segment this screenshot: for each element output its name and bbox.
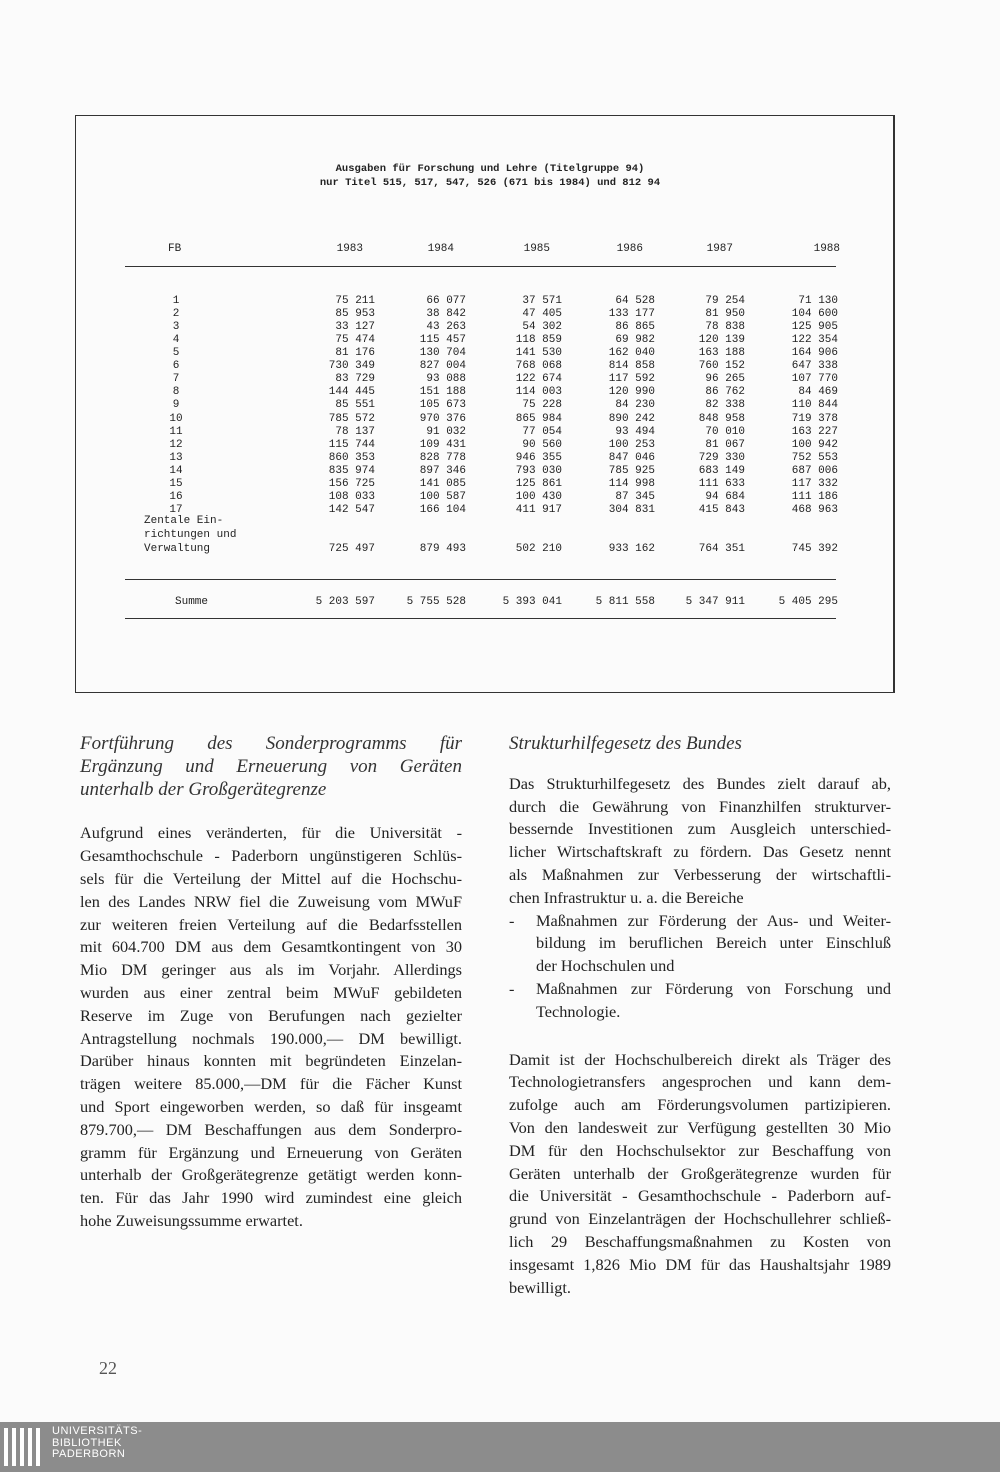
table-cell: 133 177 [608,308,655,321]
table-title: Ausgaben für Forschung und Lehre (Titelgruppe 94) [335,163,645,175]
table-cell: 100 587 [419,490,466,503]
sum-cell: 5 347 911 [685,596,745,608]
page-number: 22 [99,1358,117,1378]
table-cell: 81 176 [335,347,375,360]
paragraph-line: zur weiteren freien Verteilung auf die Bedarfsstellen [80,914,462,934]
fb-number: 1 [172,295,180,307]
table-cell: 125 861 [515,477,562,490]
bullet-line: der Hochschulen und [536,956,675,976]
paragraph-line: licher Wirtschaftskraft zu fördern. Das Gesetz nennt [509,842,891,862]
paragraph-line: trägen weitere 85.000,—DM für die Fächer Kunst [80,1074,462,1094]
table-cell: 760 152 [698,360,745,373]
table-cell: 114 003 [515,386,562,399]
fb-number: 11 [169,425,183,438]
paragraph-line: Von den landesweit zur Verfügung gestellten 30 Mio [509,1117,891,1137]
sum-cell: 5 811 558 [595,596,655,608]
table-cell: 860 353 [328,451,375,464]
fb-number: 9 [172,399,180,412]
bullet-line: bildung im beruflichen Bereich unter Einschluß [536,933,891,953]
sum-label: Summe [175,596,209,608]
table-cell: 122 674 [515,373,562,386]
table-cell: 87 345 [615,490,655,503]
paragraph-line: ten. Für das Jahr 1990 wird zumindest eine gleich [80,1188,462,1208]
table-cell: 120 139 [698,334,745,347]
paragraph-line: bessernde Investitionen zum Ausgleich unterschied- [509,819,891,839]
table-cell: 66 077 [426,295,466,307]
table-cell: 120 990 [608,386,655,399]
table-cell: 43 263 [426,321,466,334]
table-cell: 411 917 [515,503,562,516]
paragraph-line: als Maßnahmen zur Verbesserung der wirtschaftli- [509,864,891,884]
sum-rule-bottom [125,618,836,619]
table-cell: 64 528 [615,295,655,307]
bullet-item [509,978,891,1024]
paragraph-line: DM für den Hochschulsektor zur Beschaffung von [509,1140,891,1160]
table-cell: 162 040 [608,347,655,360]
spacer [509,1024,891,1049]
paragraph-line: Damit ist der Hochschulbereich direkt als Träger des [509,1049,891,1069]
table-cell: 768 068 [515,360,562,373]
paragraph-line: Das Strukturhilfegesetz des Bundes zielt darauf ab, [509,773,891,793]
table-cell: 785 572 [328,412,375,425]
section-heading: Fortführung des Sonderprogramms für [80,733,462,754]
fb-number: 16 [169,490,183,503]
section-heading: unterhalb der Großgerätegrenze [80,778,327,800]
sum-cell: 5 393 041 [502,596,562,608]
paragraph-line: wurden aus einer zentral beim MWuF gebildeten [80,982,462,1002]
table-cell: 100 942 [791,438,838,451]
table-cell: 793 030 [515,464,562,477]
table-cell: 85 953 [335,308,375,321]
table-cell: 848 958 [698,412,745,425]
paragraph-line: chen Infrastruktur u. a. die Bereiche [509,887,744,907]
table-cell: 144 445 [328,386,375,399]
central-label: Verwaltung [144,543,211,555]
table-cell: 71 130 [798,295,838,307]
table-cell: 84 230 [615,399,655,412]
paragraph-line: Technologietransfers angesprochen und kann dem- [509,1072,891,1092]
bullet-item [509,910,891,978]
table-cell: 91 032 [426,425,466,438]
fb-number: 13 [169,451,183,464]
table-cell: 70 010 [705,425,745,438]
fb-number: 15 [169,477,183,490]
bullet-dash: - [509,978,515,998]
paragraph-line: Reserve im Zuge von Berufungen nach gezielter [80,1005,462,1025]
table-cell: 115 457 [419,334,466,347]
paragraph-line: Mio DM geringer aus als im Vorjahr. Allerdings [80,960,462,980]
column-header: 1984 [427,243,454,255]
table-cell: 93 494 [615,425,655,438]
paragraph-line: gramm für Ergänzung und Erneuerung von Geräten [80,1142,462,1162]
column-header: FB [168,243,182,255]
table-cell: 122 354 [791,334,838,347]
paragraph-line: Aufgrund eines veränderten, für die Universität - [80,823,462,843]
sum-cell: 5 755 528 [406,596,466,608]
column-header: 1985 [523,243,550,255]
bullet-line: Maßnahmen zur Förderung von Forschung und [536,978,891,998]
section-heading: Strukturhilfegesetz des Bundes [509,733,742,754]
table-cell: 75 211 [335,295,375,307]
table-cell: 163 227 [791,425,838,438]
fb-number: 7 [172,373,180,386]
bullet-line: Technologie. [536,1001,621,1021]
table-cell: 933 162 [608,543,655,555]
table-cell: 163 188 [698,347,745,360]
table-cell: 114 998 [608,477,655,490]
table-cell: 164 906 [791,347,838,360]
table-cell: 752 553 [791,451,838,464]
table-cell: 93 088 [426,373,466,386]
table-cell: 166 104 [419,503,466,516]
paragraph-line: hohe Zuweisungssumme erwartet. [80,1210,303,1230]
table-subtitle: nur Titel 515, 517, 547, 526 (671 bis 1984) und 812 94 [319,177,661,189]
library-footer [0,1422,1000,1472]
section-heading: Ergänzung und Erneuerung von Geräten [80,755,462,777]
fb-number: 3 [172,321,180,334]
table-cell: 108 033 [328,490,375,503]
bullet-dash: - [509,910,515,930]
paragraph-line: Geräten unterhalb der Großgerätegrenze wurden für [509,1163,891,1183]
logo-line: PADERBORN [52,1448,126,1460]
table-cell: 730 349 [328,360,375,373]
table-cell: 879 493 [419,543,466,555]
table-cell: 75 228 [522,399,562,412]
table-cell: 85 551 [335,399,375,412]
table-cell: 764 351 [698,543,745,555]
table-cell: 78 137 [335,425,375,438]
paragraph-line: mit 604.700 DM aus dem Gesamtkontingent von 30 [80,937,462,957]
table-cell: 125 905 [791,321,838,334]
table-cell: 827 004 [419,360,466,373]
table-cell: 865 984 [515,412,562,425]
paragraph-line: Darüber hinaus konnten mit begründeten Einzelan- [80,1051,462,1071]
table-cell: 77 054 [522,425,562,438]
paragraph-line: insgesamt 1,826 Mio DM für das Haushaltsjahr 1989 [509,1254,891,1274]
table-cell: 105 673 [419,399,466,412]
sum-rule-top [125,579,836,580]
central-label: richtungen und [144,529,237,541]
table-cell: 75 474 [335,334,375,347]
paragraph-line: zufolge auch am Förderungsvolumen partizipieren. [509,1095,891,1115]
table-cell: 814 858 [608,360,655,373]
table-cell: 683 149 [698,464,745,477]
table-cell: 415 843 [698,503,745,516]
table-cell: 110 844 [791,399,838,412]
table-cell: 84 469 [798,386,838,399]
left-column [80,731,462,1233]
spacer [80,799,462,822]
table-cell: 104 600 [791,308,838,321]
table-cell: 141 085 [419,477,466,490]
bullet-line: Maßnahmen zur Förderung der Aus- und Weiter- [536,910,891,930]
table-cell: 81 950 [705,308,745,321]
table-cell: 725 497 [328,543,375,555]
fb-number: 4 [172,334,180,347]
table-cell: 151 188 [419,386,466,399]
library-logo-text [52,1426,142,1461]
table-cell: 100 253 [608,438,655,451]
table-cell: 647 338 [791,360,838,373]
table-cell: 118 859 [515,334,562,347]
paragraph-line: grund von Einzelanträgen der Hochschullehrer schließ- [509,1209,891,1229]
paragraph-line: Antragstellung nochmals 190.000,— DM bewilligt. [80,1028,462,1048]
paragraph-line: und Sport eingeworben werden, so daß für insgeamt [80,1096,462,1116]
fb-number: 17 [169,503,183,516]
column-header: 1988 [813,243,840,255]
paragraph-line: len des Landes NRW fiel die Zuweisung vom MWuF [80,891,462,911]
table-cell: 100 430 [515,490,562,503]
sum-cell: 5 405 295 [778,596,838,608]
table-cell: 828 778 [419,451,466,464]
table-cell: 729 330 [698,451,745,464]
table-cell: 111 186 [791,490,838,503]
spacer [509,754,891,773]
table-cell: 111 633 [698,477,745,490]
table-cell: 835 974 [328,464,375,477]
fb-number: 10 [169,412,183,425]
table-cell: 78 838 [705,321,745,334]
logo-line: UNIVERSITÄTS- [52,1425,143,1437]
paragraph-line: die Universität - Gesamthochschule - Paderborn auf- [509,1186,891,1206]
fb-number: 12 [169,438,183,451]
table-cell: 81 067 [705,438,745,451]
table-cell: 141 530 [515,347,562,360]
table-cell: 502 210 [515,543,562,555]
column-header: 1987 [706,243,733,255]
column-header: 1986 [616,243,643,255]
logo-line: BIBLIOTHEK [52,1436,122,1449]
paragraph-line: 879.700,— DM Beschaffungen aus dem Sonderpro- [80,1119,462,1139]
sum-cell: 5 203 597 [315,596,375,608]
table-cell: 304 831 [608,503,655,516]
table-cell: 115 744 [328,438,375,451]
table-cell: 33 127 [335,321,375,334]
table-cell: 687 006 [791,464,838,477]
table-cell: 86 762 [705,386,745,399]
table-cell: 130 704 [419,347,466,360]
table-cell: 745 392 [791,543,838,555]
right-column [509,731,891,1299]
table-cell: 890 242 [608,412,655,425]
fb-number: 6 [172,360,180,373]
table-cell: 38 842 [426,308,466,321]
table-cell: 719 378 [791,412,838,425]
fb-number: 2 [172,308,180,321]
table-cell: 47 405 [522,308,562,321]
table-cell: 107 770 [791,373,838,386]
table-cell: 94 684 [705,490,745,503]
fb-number: 8 [172,386,180,399]
table-cell: 847 046 [608,451,655,464]
table-cell: 156 725 [328,477,375,490]
table-cell: 69 982 [615,334,655,347]
table-cell: 468 963 [791,503,838,516]
library-logo-icon [4,1428,40,1466]
paragraph-line: lich 29 Beschaffungsmaßnahmen zu Kosten von [509,1231,891,1251]
paragraph-line: durch die Gewährung von Finanzhilfen strukturver- [509,796,891,816]
fb-number: 5 [172,347,180,360]
fb-number: 14 [169,464,183,477]
header-rule [125,266,836,267]
table-cell: 946 355 [515,451,562,464]
paragraph-line: sels für die Verteilung der Mittel auf die Hochschu- [80,868,462,888]
table-cell: 109 431 [419,438,466,451]
table-cell: 117 332 [791,477,838,490]
table-cell: 90 560 [522,438,562,451]
table-cell: 117 592 [608,373,655,386]
table-cell: 142 547 [328,503,375,516]
paragraph-line: Gesamthochschule - Paderborn ungünstigeren Schlüs- [80,846,462,866]
central-label: Zentale Ein- [144,515,224,527]
paragraph-line: bewilligt. [509,1277,571,1297]
table-cell: 79 254 [705,295,745,307]
table-cell: 86 865 [615,321,655,334]
table-cell: 785 925 [608,464,655,477]
table-cell: 37 571 [522,295,562,307]
table-cell: 96 265 [705,373,745,386]
table-cell: 970 376 [419,412,466,425]
table-cell: 83 729 [335,373,375,386]
paragraph-line: unterhalb der Großgerätegrenze getätigt werden konn- [80,1165,462,1185]
column-header: 1983 [336,243,363,255]
table-cell: 54 302 [522,321,562,334]
table-cell: 82 338 [705,399,745,412]
table-cell: 897 346 [419,464,466,477]
